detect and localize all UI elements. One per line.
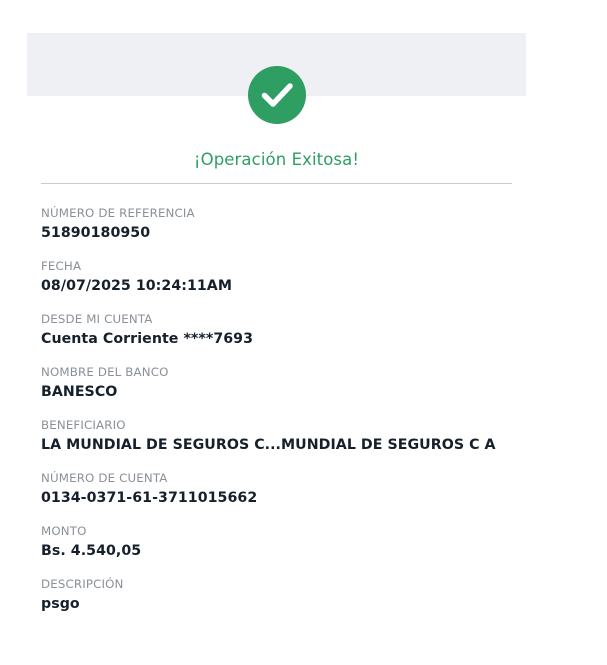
field-date [41, 258, 521, 296]
field-label: NOMBRE DEL BANCO [41, 365, 169, 379]
status-icon-container [27, 66, 526, 126]
divider [41, 183, 512, 184]
field-amount [41, 523, 521, 561]
field-reference-number [41, 205, 521, 243]
field-source-account [41, 311, 521, 349]
success-title: ¡Operación Exitosa! [193, 150, 360, 169]
field-value: Cuenta Corriente ****7693 [41, 331, 254, 347]
field-label: BENEFICIARIO [41, 418, 126, 432]
field-account-number [41, 470, 521, 508]
field-label: MONTO [41, 524, 87, 538]
field-beneficiary [41, 417, 521, 455]
field-description [41, 576, 521, 614]
field-value: Bs. 4.540,05 [41, 543, 142, 559]
field-bank-name [41, 364, 521, 402]
field-value: LA MUNDIAL DE SEGUROS C...MUNDIAL DE SEGUROS C A [41, 437, 496, 453]
field-value: psgo [41, 596, 80, 612]
field-value: 08/07/2025 10:24:11AM [41, 278, 233, 294]
field-label: NÚMERO DE REFERENCIA [41, 206, 195, 220]
field-value: 51890180950 [41, 225, 151, 241]
field-label: NÚMERO DE CUENTA [41, 471, 168, 485]
field-value: BANESCO [41, 384, 118, 400]
field-value: 0134-0371-61-3711015662 [41, 490, 258, 506]
field-label: DESDE MI CUENTA [41, 312, 153, 326]
receipt-fields [41, 205, 521, 629]
check-circle-icon [248, 66, 306, 124]
field-label: DESCRIPCIÓN [41, 577, 124, 591]
field-label: FECHA [41, 259, 82, 273]
